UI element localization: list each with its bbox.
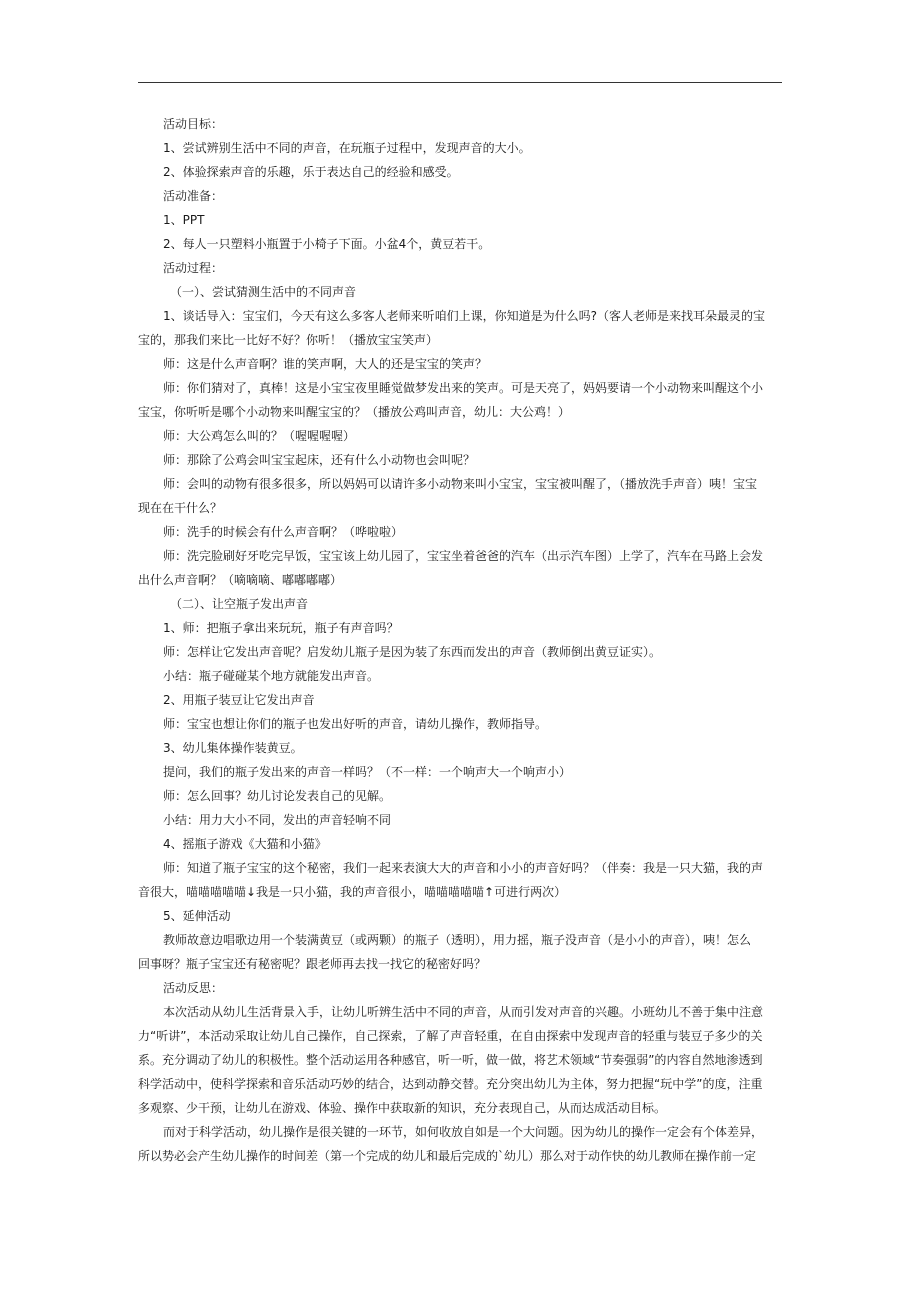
text-line: 提问，我们的瓶子发出来的声音一样吗？（不一样：一个响声大一个响声小） [163, 765, 572, 779]
text-line: 活动反思： [163, 981, 224, 995]
text-line: 师：这是什么声音啊？谁的笑声啊，大人的还是宝宝的笑声？ [163, 357, 488, 371]
text-line: 3、幼儿集体操作装黄豆。 [163, 741, 303, 755]
text-line: 音很大，喵喵喵喵喵↓我是一只小猫，我的声音很小，喵喵喵喵喵↑可进行两次） [138, 885, 567, 899]
text-line: 师：洗完脸刷好牙吃完早饭，宝宝该上幼儿园了，宝宝坐着爸爸的汽车（出示汽车图）上学了，汽车在马路上会发 [163, 549, 764, 563]
text-line: 科学活动中，使科学探索和音乐活动巧妙的结合，达到动静交替。充分突出幼儿为主体，努力把握“玩中学”的度，注重 [138, 1077, 763, 1091]
text-line: 师：宝宝也想让你们的瓶子也发出好听的声音，请幼儿操作，教师指导。 [163, 717, 548, 731]
text-line: 小结：瓶子碰碰某个地方就能发出声音。 [163, 669, 380, 683]
text-line: 4、摇瓶子游戏《大猫和小猫》 [163, 837, 327, 851]
text-line: 活动过程： [163, 261, 224, 275]
text-line: 而对于科学活动，幼儿操作是很关键的一环节，如何收放自如是一个大问题。因为幼儿的操作一定会有个体差异， [163, 1125, 764, 1139]
document-body [138, 112, 783, 1168]
text-line: 教师故意边唱歌边用一个装满黄豆（或两颗）的瓶子（透明），用力摇，瓶子没声音（是小小的声音），咦！怎么 [163, 933, 752, 947]
text-line: 出什么声音啊？（嘀嘀嘀、嘟嘟嘟嘟） [138, 573, 343, 587]
text-line: 师：大公鸡怎么叫的？（喔喔喔喔） [163, 429, 356, 443]
text-line: 师：那除了公鸡会叫宝宝起床，还有什么小动物也会叫呢？ [163, 453, 476, 467]
text-line: 宝宝，你听听是哪个小动物来叫醒宝宝的？（播放公鸡叫声音，幼儿：大公鸡！） [138, 405, 571, 419]
text-line: 2、用瓶子装豆让它发出声音 [163, 693, 315, 707]
text-line: 宝的，那我们来比一比好不好？你听！（播放宝宝笑声） [138, 333, 439, 347]
text-line: 系。充分调动了幼儿的积极性。整个活动运用各种感官，听一听，做一做，将艺术领域“节奏强弱”的内容自然地渗透到 [138, 1053, 763, 1067]
text-line: 师：怎么回事？幼儿讨论发表自己的见解。 [163, 789, 392, 803]
text-line: 2、体验探索声音的乐趣，乐于表达自己的经验和感受。 [163, 165, 459, 179]
text-line: 师：洗手的时候会有什么声音啊？（哗啦啦） [163, 525, 404, 539]
text-line: 回事呀？瓶子宝宝还有秘密呢？跟老师再去找一找它的秘密好吗？ [138, 957, 487, 971]
text-line: 力“听讲”，本活动采取让幼儿自己操作，自己探索，了解了声音轻重，在自由探索中发现声音的轻重与装豆子多少的关 [138, 1029, 763, 1043]
text-line: 师：知道了瓶子宝宝的这个秘密，我们一起来表演大大的声音和小小的声音好吗？（伴奏：我是一只大猫，我的声 [163, 861, 764, 875]
text-line: 现在在干什么？ [138, 501, 223, 515]
text-line: 1、尝试辨别生活中不同的声音，在玩瓶子过程中，发现声音的大小。 [163, 141, 531, 155]
text-line: 2、每人一只塑料小瓶置于小椅子下面。小盆4个，黄豆若干。 [163, 237, 491, 251]
text-line: 1、PPT [163, 213, 205, 227]
text-line: 1、师：把瓶子拿出来玩玩，瓶子有声音吗？ [163, 621, 399, 635]
text-line: 多观察、少干预，让幼儿在游戏、体验、操作中获取新的知识，充分表现自己，从而达成活动目标。 [138, 1101, 667, 1115]
text-line: 活动目标： [163, 117, 224, 131]
text-line: 所以势必会产生幼儿操作的时间差（第一个完成的幼儿和最后完成的`幼儿）那么对于动作快的幼儿教师在操作前一定 [138, 1149, 757, 1163]
text-line: 师：会叫的动物有很多很多，所以妈妈可以请许多小动物来叫小宝宝，宝宝被叫醒了，（播放洗手声音）咦！宝宝 [163, 477, 758, 491]
text-line: （二）、让空瓶子发出声音 [170, 597, 309, 611]
text-line: 本次活动从幼儿生活背景入手，让幼儿听辨生活中不同的声音，从而引发对声音的兴趣。小班幼儿不善于集中注意 [163, 1005, 764, 1019]
text-line: 师：怎样让它发出声音呢？启发幼儿瓶子是因为装了东西而发出的声音（教师倒出黄豆证实）。 [163, 645, 662, 659]
text-line: 5、延伸活动 [163, 909, 231, 923]
text-line: （一）、尝试猜测生活中的不同声音 [170, 285, 357, 299]
header-rule [138, 82, 782, 83]
text-line: 师：你们猜对了，真棒！这是小宝宝夜里睡觉做梦发出来的笑声。可是天亮了，妈妈要请一个小动物来叫醒这个小 [163, 381, 764, 395]
text-line: 1、谈话导入：宝宝们，今天有这么多客人老师来听咱们上课，你知道是为什么吗?（客人老师是来找耳朵最灵的宝 [163, 309, 766, 323]
text-line: 小结：用力大小不同，发出的声音轻响不同 [163, 813, 392, 827]
text-line: 活动准备： [163, 189, 224, 203]
